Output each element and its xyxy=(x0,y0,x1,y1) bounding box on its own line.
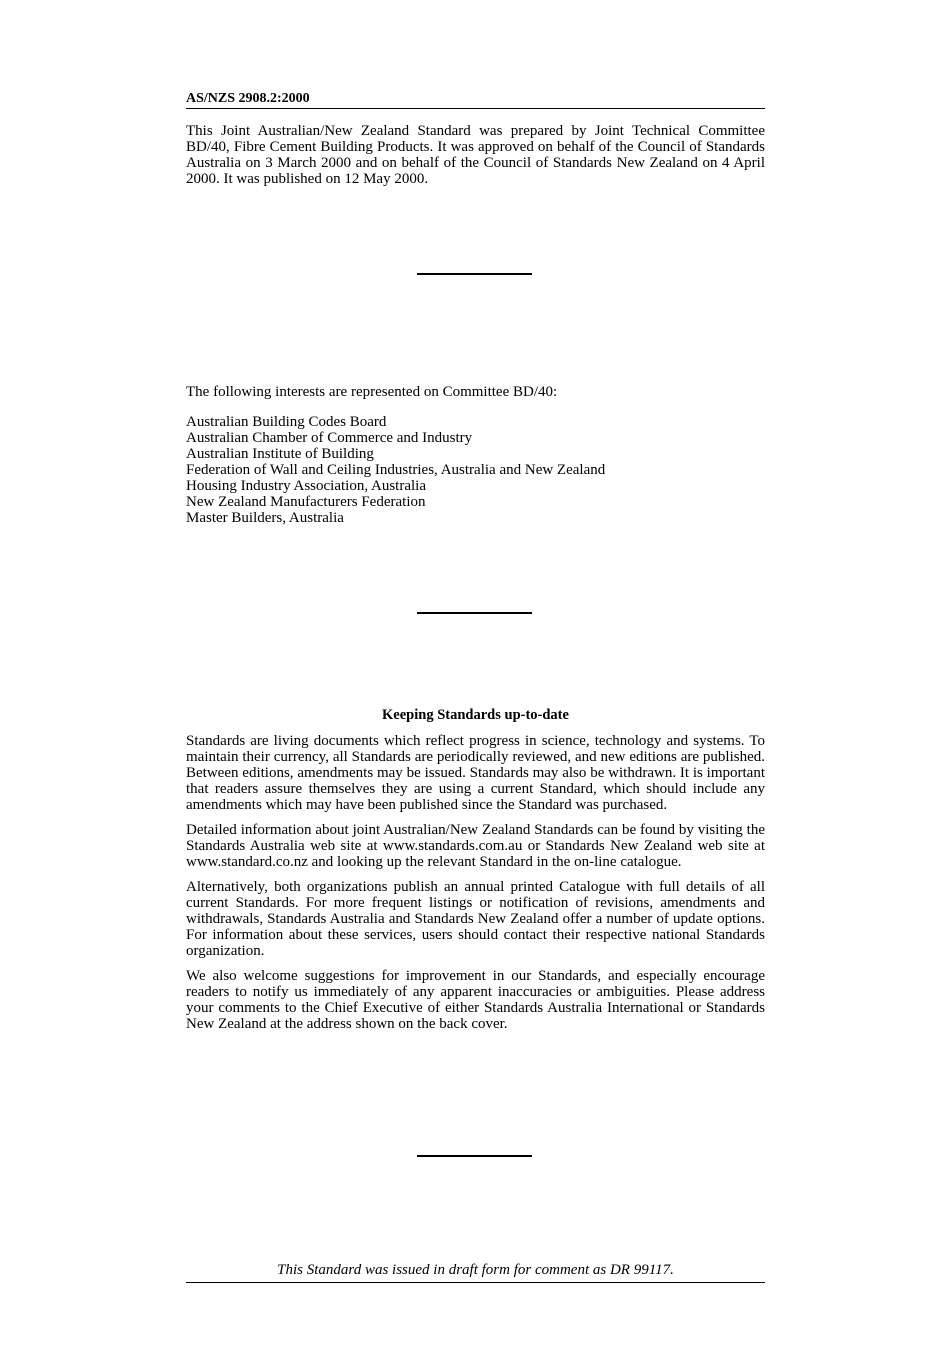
preparation-block xyxy=(186,123,765,187)
keeping-paragraph: Alternatively, both organizations publish an annual printed Catalogue with full details of all current Standards. For more frequent listings or notification of revisions, amendments and withdrawals, Standards Australia and Standards New Zealand offer a number of update options. For information about these services, users should contact their respective national Standards organization. xyxy=(186,879,765,959)
draft-note: This Standard was issued in draft form for comment as DR 99117. xyxy=(277,1262,674,1278)
keeping-standards-heading: Keeping Standards up-to-date xyxy=(382,707,569,723)
keeping-paragraph: We also welcome suggestions for improvement in our Standards, and especially encourage readers to notify us immediately of any apparent inaccuracies or ambiguities. Please address your comments to the Chief Executive of either Standards Australia International or Standards New Zealand at the address shown on the back cover. xyxy=(186,968,765,1032)
committee-block xyxy=(186,384,765,526)
document-page xyxy=(186,0,765,1345)
committee-member: New Zealand Manufacturers Federation xyxy=(186,494,426,510)
committee-member-list xyxy=(186,414,765,526)
committee-member: Housing Industry Association, Australia xyxy=(186,478,426,494)
document-identifier: AS/NZS 2908.2:2000 xyxy=(186,91,310,106)
keeping-paragraph: Standards are living documents which reflect progress in science, technology and systems. To maintain their currency, all Standards are periodically reviewed, and new editions are published. Between editions, amendments may be issued. Standards may also be withdrawn. It is important that readers assure themselves they are using a current Standard, which should include any amendments which may have been published since the Standard was purchased. xyxy=(186,733,765,813)
committee-member: Australian Chamber of Commerce and Industry xyxy=(186,430,473,446)
committee-intro: The following interests are represented on Committee BD/40: xyxy=(186,384,558,400)
section-divider xyxy=(417,612,532,614)
section-divider xyxy=(417,1155,532,1157)
preparation-paragraph: This Joint Australian/New Zealand Standard was prepared by Joint Technical Committee BD/40, Fibre Cement Building Products. It was approved on behalf of the Council of Standards Australia on 3 March 2000 and on behalf of the Council of Standards New Zealand on 4 April 2000. It was published on 12 May 2000. xyxy=(186,123,765,187)
committee-member: Australian Institute of Building xyxy=(186,446,374,462)
footer-rule xyxy=(186,1282,765,1283)
section-divider xyxy=(417,273,532,275)
committee-member: Master Builders, Australia xyxy=(186,510,344,526)
header-rule xyxy=(186,108,765,109)
committee-member: Australian Building Codes Board xyxy=(186,414,387,430)
committee-member: Federation of Wall and Ceiling Industries, Australia and New Zealand xyxy=(186,462,606,478)
keeping-standards-section xyxy=(186,707,765,1041)
keeping-paragraph: Detailed information about joint Australian/New Zealand Standards can be found by visiting the Standards Australia web site at www.standards.com.au or Standards New Zealand web site at www.standard.co.nz and looking up the relevant Standard in the on-line catalogue. xyxy=(186,822,765,870)
